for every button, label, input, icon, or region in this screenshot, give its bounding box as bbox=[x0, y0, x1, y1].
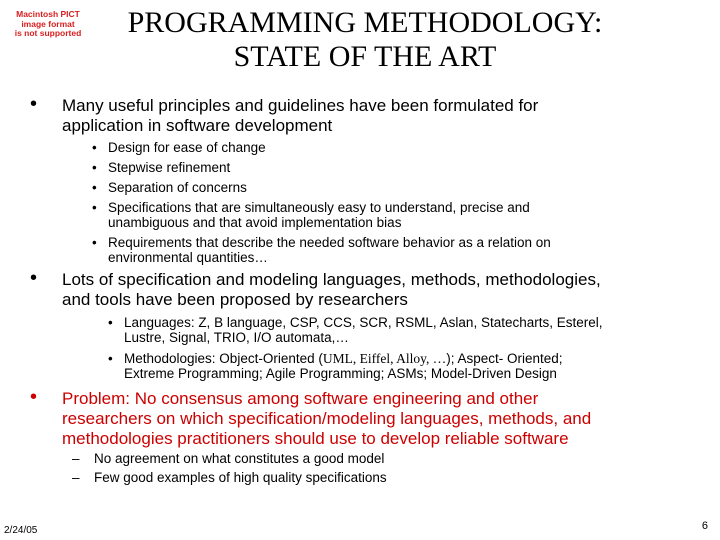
bullet-line: researchers on which specification/modeling languages, methods, and bbox=[62, 409, 592, 428]
pict-placeholder-line: is not supported bbox=[14, 28, 82, 39]
bullet-text bbox=[62, 96, 538, 136]
sub-bullet-line: Extreme Programming; Agile Programming; ASMs; Model-Driven Design bbox=[124, 366, 557, 381]
sub-bullet-dot-icon: • bbox=[92, 160, 97, 175]
sub-bullet-line: Separation of concerns bbox=[108, 180, 247, 195]
dash-icon: – bbox=[72, 470, 80, 485]
sub-bullet-line: environmental quantities… bbox=[108, 250, 268, 265]
methodologies-serif-run: UML, Eiffel, Alloy, … bbox=[322, 351, 447, 366]
sub-bullet-dot-icon: • bbox=[92, 235, 97, 250]
sub-bullet-line: Stepwise refinement bbox=[108, 160, 231, 175]
sub-bullet-dot-icon: • bbox=[92, 180, 97, 195]
bullet-line: and tools have been proposed by researchers bbox=[62, 290, 408, 309]
pict-placeholder-line: image format bbox=[21, 18, 75, 29]
pict-placeholder bbox=[2, 10, 94, 42]
slide-title bbox=[95, 6, 635, 74]
methodologies-prefix: Methodologies: Object-Oriented ( bbox=[124, 351, 323, 366]
sub-bullet-line: unambiguous and that avoid implementation bias bbox=[108, 215, 402, 230]
pict-placeholder-line: Macintosh PICT bbox=[16, 9, 80, 19]
bullet-text bbox=[62, 270, 601, 310]
bullet-line: Problem: No consensus among software engineering and other bbox=[62, 389, 539, 408]
bullet-line: application in software development bbox=[62, 116, 333, 135]
methodologies-suffix: ); Aspect- Oriented; bbox=[446, 351, 563, 366]
bullet-text bbox=[62, 389, 591, 449]
sub-bullet-line bbox=[124, 351, 563, 366]
slide-title-line-1: PROGRAMMING METHODOLOGY: bbox=[127, 6, 603, 39]
bullet-line: Many useful principles and guidelines have been formulated for bbox=[62, 96, 539, 115]
sub-bullet-dot-icon: • bbox=[92, 140, 97, 155]
sub-bullet-line: Lustre, Signal, TRIO, I/O automata,… bbox=[124, 330, 349, 345]
footer-date: 2/24/05 bbox=[4, 525, 38, 536]
bullet-line: methodologies practitioners should use to develop reliable software bbox=[62, 429, 569, 448]
sub-bullet-line: Design for ease of change bbox=[108, 140, 266, 155]
page-number: 6 bbox=[701, 520, 708, 532]
bullet-dot-icon: • bbox=[30, 267, 38, 289]
sub-bullet-line: Requirements that describe the needed software behavior as a relation on bbox=[108, 235, 551, 250]
sub-bullet-line: Languages: Z, B language, CSP, CCS, SCR, RSML, Aslan, Statecharts, Esterel, bbox=[124, 315, 603, 330]
dash-line: No agreement on what constitutes a good model bbox=[94, 451, 385, 466]
sub-bullet-dot-icon: • bbox=[92, 200, 97, 215]
bullet-dot-icon: • bbox=[30, 93, 38, 115]
bullet-line: Lots of specification and modeling languages, methods, methodologies, bbox=[62, 270, 601, 289]
sub-bullet-dot-icon: • bbox=[108, 315, 113, 330]
sub-bullet-line: Specifications that are simultaneously easy to understand, precise and bbox=[108, 200, 530, 215]
bullet-dot-icon: • bbox=[30, 386, 38, 408]
slide-title-line-2: STATE OF THE ART bbox=[233, 40, 497, 73]
dash-icon: – bbox=[72, 451, 80, 466]
dash-line: Few good examples of high quality specifications bbox=[94, 470, 387, 485]
sub-bullet-dot-icon: • bbox=[108, 351, 113, 366]
